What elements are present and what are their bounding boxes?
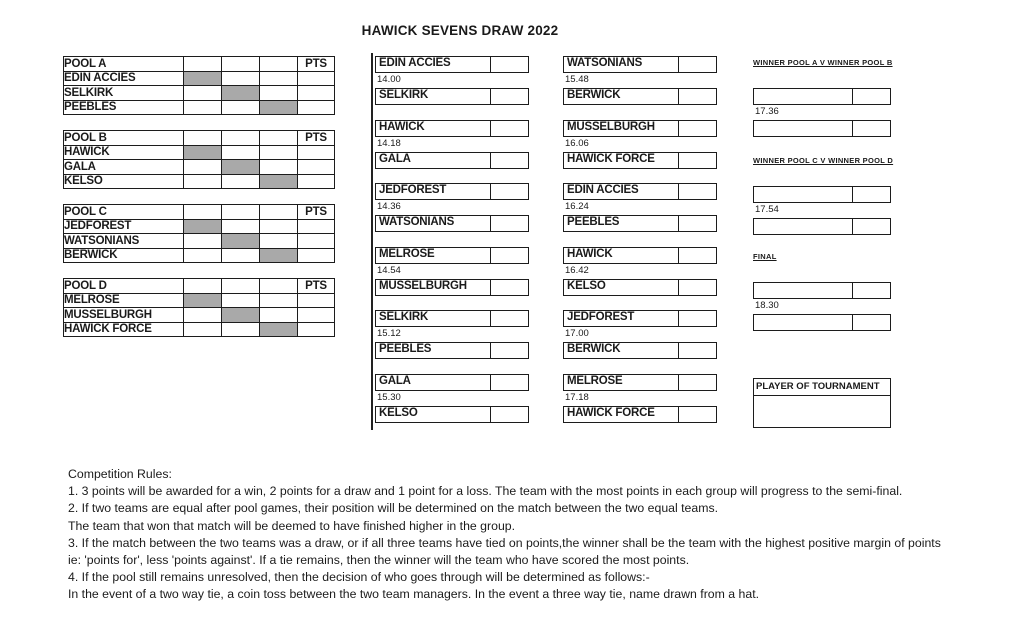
self-match-cell — [222, 160, 260, 175]
home-team: EDIN ACCIES — [376, 57, 491, 72]
kickoff-time: 15.12 — [377, 328, 401, 339]
home-team: EDIN ACCIES — [564, 184, 679, 199]
self-match-cell — [222, 234, 260, 249]
rule-line: In the event of a two way tie, a coin toss between the two team managers. In the event a three way tie, name drawn from a hat. — [68, 587, 760, 602]
match-column-header-cell — [222, 57, 260, 72]
team-name-cell: PEEBLES — [64, 100, 184, 115]
self-match-cell — [222, 86, 260, 101]
match-result-cell — [184, 100, 222, 115]
self-match-cell — [260, 100, 298, 115]
pool-team-row — [64, 100, 335, 115]
score-cell — [853, 219, 890, 234]
score-cell — [491, 280, 528, 295]
score-cell — [491, 375, 528, 390]
match-result-cell — [260, 234, 298, 249]
score-cell — [491, 311, 528, 326]
away-team: MUSSELBURGH — [376, 280, 491, 295]
kickoff-time: 17.54 — [755, 204, 779, 215]
fixture-box — [563, 152, 717, 169]
score-cell — [491, 89, 528, 104]
score-cell — [679, 311, 716, 326]
home-team: JEDFOREST — [564, 311, 679, 326]
team-name-cell: KELSO — [64, 174, 184, 189]
column-divider-line — [371, 53, 373, 430]
pool-team-row — [64, 71, 335, 86]
kickoff-time: 14.18 — [377, 137, 401, 149]
pool-team-row — [64, 308, 335, 323]
pool-header-row — [64, 279, 335, 294]
knockout-team-slot — [754, 219, 853, 234]
pts-value-cell — [298, 293, 335, 308]
pts-value-cell — [298, 160, 335, 175]
fixture — [375, 310, 529, 359]
fixture-box — [753, 282, 891, 299]
match-result-cell — [222, 145, 260, 160]
pool-team-row — [64, 322, 335, 337]
semi-final-heading: WINNER POOL A V WINNER POOL B — [753, 58, 893, 67]
fixture-box — [563, 247, 717, 264]
team-name-cell: WATSONIANS — [64, 234, 184, 249]
fixture — [375, 56, 529, 105]
fixture-box — [375, 215, 529, 232]
match-result-cell — [184, 174, 222, 189]
away-team: HAWICK FORCE — [564, 407, 679, 422]
fixture-box — [563, 342, 717, 359]
self-match-cell — [184, 145, 222, 160]
pools — [63, 56, 335, 352]
match-result-cell — [222, 71, 260, 86]
match-result-cell — [260, 145, 298, 160]
kickoff-time: 16.06 — [565, 137, 589, 149]
team-name-cell: GALA — [64, 160, 184, 175]
pts-value-cell — [298, 145, 335, 160]
match-column-header-cell — [260, 57, 298, 72]
score-cell — [853, 315, 890, 330]
semi-final-block — [753, 58, 891, 137]
pool-team-row — [64, 145, 335, 160]
score-cell — [853, 89, 890, 104]
fixture-box — [375, 120, 529, 137]
fixture-box — [753, 186, 891, 203]
match-result-cell — [184, 234, 222, 249]
kickoff-time: 14.36 — [377, 201, 401, 212]
pool-table — [63, 56, 335, 115]
pool-table — [63, 278, 335, 337]
home-team: HAWICK — [564, 248, 679, 263]
fixture-box — [563, 183, 717, 200]
pool-team-row — [64, 219, 335, 234]
score-cell — [679, 184, 716, 199]
home-team: GALA — [376, 375, 491, 390]
knockout-team-slot — [754, 187, 853, 202]
kickoff-time: 17.36 — [755, 106, 779, 117]
rule-line: The team that won that match will be deemed to have finished higher in the group. — [68, 518, 516, 533]
match-result-cell — [184, 86, 222, 101]
knockout-team-slot — [754, 315, 853, 330]
team-name-cell: HAWICK — [64, 145, 184, 160]
pts-column-header: PTS — [298, 205, 335, 220]
rule-line: 2. If two teams are equal after pool games, their position will be determined on the match between the two equal teams. — [68, 501, 719, 516]
pts-value-cell — [298, 322, 335, 337]
fixture — [375, 247, 529, 296]
score-cell — [679, 343, 716, 358]
match-result-cell — [222, 174, 260, 189]
fixture — [375, 374, 529, 423]
pool-table — [63, 130, 335, 189]
semi-final-heading: WINNER POOL C V WINNER POOL D — [753, 156, 894, 165]
fixture — [375, 120, 529, 169]
pool-label: POOL D — [64, 279, 184, 294]
fixture — [563, 56, 717, 105]
pts-value-cell — [298, 308, 335, 323]
fixture-box — [563, 374, 717, 391]
match-result-cell — [260, 86, 298, 101]
team-name-cell: JEDFOREST — [64, 219, 184, 234]
rules-heading: Competition Rules: — [68, 467, 172, 481]
away-team: WATSONIANS — [376, 216, 491, 231]
away-team: BERWICK — [564, 89, 679, 104]
score-cell — [679, 375, 716, 390]
pool-team-row — [64, 86, 335, 101]
fixture-box — [753, 218, 891, 235]
pts-value-cell — [298, 100, 335, 115]
pts-column-header: PTS — [298, 131, 335, 146]
knockout-team-slot — [754, 121, 853, 136]
away-team: SELKIRK — [376, 89, 491, 104]
match-result-cell — [184, 322, 222, 337]
score-cell — [853, 283, 890, 298]
score-cell — [679, 57, 716, 72]
final-block — [753, 252, 891, 331]
match-result-cell — [260, 160, 298, 175]
score-cell — [679, 248, 716, 263]
kickoff-time: 15.48 — [565, 74, 589, 85]
away-team: PEEBLES — [376, 343, 491, 358]
kickoff-time: 17.00 — [565, 328, 589, 339]
fixture-box — [563, 88, 717, 105]
match-column-header-cell — [260, 205, 298, 220]
fixture — [563, 183, 717, 232]
score-cell — [491, 57, 528, 72]
match-result-cell — [222, 293, 260, 308]
pts-value-cell — [298, 71, 335, 86]
pts-value-cell — [298, 86, 335, 101]
fixture-box — [375, 342, 529, 359]
pts-value-cell — [298, 174, 335, 189]
knockout-team-slot — [754, 283, 853, 298]
kickoff-time: 18.30 — [755, 300, 779, 311]
pts-value-cell — [298, 219, 335, 234]
fixture-box — [375, 279, 529, 296]
rule-line: ie: 'points for', less 'points against'. If a tie remains, then the winner will the team who have scored the most points. — [68, 553, 690, 568]
home-team: SELKIRK — [376, 311, 491, 326]
match-column-header-cell — [184, 57, 222, 72]
away-team: HAWICK FORCE — [564, 153, 679, 168]
fixture-box — [375, 183, 529, 200]
match-result-cell — [260, 219, 298, 234]
score-cell — [491, 153, 528, 168]
score-cell — [679, 407, 716, 422]
self-match-cell — [260, 248, 298, 263]
match-column-header-cell — [184, 131, 222, 146]
score-cell — [679, 153, 716, 168]
fixture-box — [563, 215, 717, 232]
fixture-box — [753, 314, 891, 331]
match-column-header-cell — [184, 205, 222, 220]
fixture — [563, 120, 717, 169]
pool-label: POOL A — [64, 57, 184, 72]
player-of-tournament-label: PLAYER OF TOURNAMENT — [754, 379, 890, 396]
kickoff-time: 16.42 — [565, 264, 589, 276]
home-team: HAWICK — [376, 121, 491, 136]
score-cell — [853, 187, 890, 202]
score-cell — [679, 280, 716, 295]
fixture-box — [375, 374, 529, 391]
away-team: KELSO — [564, 280, 679, 295]
score-cell — [491, 248, 528, 263]
match-result-cell — [184, 308, 222, 323]
pool-table — [63, 204, 335, 263]
fixture — [375, 183, 529, 232]
rule-line: 4. If the pool still remains unresolved, then the decision of who goes through will be determined as follows:- — [68, 570, 650, 585]
match-result-cell — [222, 219, 260, 234]
fixtures-column-1 — [375, 56, 529, 437]
match-result-cell — [222, 322, 260, 337]
away-team: BERWICK — [564, 343, 679, 358]
fixture-box — [753, 88, 891, 105]
fixture — [563, 310, 717, 359]
team-name-cell: EDIN ACCIES — [64, 71, 184, 86]
pool-header-row — [64, 57, 335, 72]
home-team: JEDFOREST — [376, 184, 491, 199]
fixtures-column-2 — [563, 56, 717, 437]
fixture-box — [375, 88, 529, 105]
team-name-cell: SELKIRK — [64, 86, 184, 101]
match-result-cell — [260, 308, 298, 323]
pool-team-row — [64, 234, 335, 249]
fixture-box — [375, 247, 529, 264]
self-match-cell — [260, 174, 298, 189]
score-cell — [491, 121, 528, 136]
kickoff-time: 14.00 — [377, 74, 401, 85]
away-team: PEEBLES — [564, 216, 679, 231]
self-match-cell — [184, 293, 222, 308]
pool-team-row — [64, 248, 335, 263]
match-column-header-cell — [260, 279, 298, 294]
kickoff-time: 14.54 — [377, 264, 401, 276]
score-cell — [679, 216, 716, 231]
self-match-cell — [222, 308, 260, 323]
fixture-box — [563, 406, 717, 423]
player-of-tournament-box — [753, 378, 891, 428]
fixture-box — [563, 279, 717, 296]
fixture-box — [563, 120, 717, 137]
match-column-header-cell — [260, 131, 298, 146]
rule-line: 1. 3 points will be awarded for a win, 2 points for a draw and 1 point for a loss. The team with the most points in each group will progress to the semi-final. — [68, 484, 903, 499]
pts-column-header: PTS — [298, 57, 335, 72]
fixture-box — [753, 120, 891, 137]
pool-team-row — [64, 160, 335, 175]
match-result-cell — [222, 248, 260, 263]
kickoff-time: 15.30 — [377, 391, 401, 403]
pts-value-cell — [298, 234, 335, 249]
home-team: MELROSE — [376, 248, 491, 263]
match-result-cell — [222, 100, 260, 115]
pool-header-row — [64, 131, 335, 146]
fixture-box — [563, 310, 717, 327]
match-column-header-cell — [222, 279, 260, 294]
pool-team-row — [64, 293, 335, 308]
pool-label: POOL B — [64, 131, 184, 146]
away-team: GALA — [376, 153, 491, 168]
final-heading: FINAL — [753, 252, 777, 261]
match-column-header-cell — [184, 279, 222, 294]
team-name-cell: MUSSELBURGH — [64, 308, 184, 323]
team-name-cell: HAWICK FORCE — [64, 322, 184, 337]
pts-value-cell — [298, 248, 335, 263]
score-cell — [679, 121, 716, 136]
fixture — [563, 374, 717, 423]
fixture-box — [375, 56, 529, 73]
home-team: WATSONIANS — [564, 57, 679, 72]
team-name-cell: BERWICK — [64, 248, 184, 263]
pool-label: POOL C — [64, 205, 184, 220]
competition-rules — [68, 466, 941, 604]
pts-column-header: PTS — [298, 279, 335, 294]
self-match-cell — [260, 322, 298, 337]
pool-team-row — [64, 174, 335, 189]
fixture-box — [375, 152, 529, 169]
home-team: MUSSELBURGH — [564, 121, 679, 136]
kickoff-time: 17.18 — [565, 391, 589, 403]
fixture — [563, 247, 717, 296]
team-name-cell: MELROSE — [64, 293, 184, 308]
score-cell — [491, 184, 528, 199]
score-cell — [853, 121, 890, 136]
fixture-box — [375, 406, 529, 423]
fixture-box — [563, 56, 717, 73]
rule-line: 3. If the match between the two teams was a draw, or if all three teams have tied on points,the winner shall be the team with the highest positive margin of points — [68, 535, 941, 550]
home-team: MELROSE — [564, 375, 679, 390]
match-result-cell — [260, 71, 298, 86]
away-team: KELSO — [376, 407, 491, 422]
pool-header-row — [64, 205, 335, 220]
self-match-cell — [184, 71, 222, 86]
kickoff-time: 16.24 — [565, 201, 589, 212]
self-match-cell — [184, 219, 222, 234]
score-cell — [491, 216, 528, 231]
fixture-box — [375, 310, 529, 327]
match-result-cell — [184, 248, 222, 263]
match-column-header-cell — [222, 131, 260, 146]
score-cell — [491, 407, 528, 422]
score-cell — [491, 343, 528, 358]
page-title: HAWICK SEVENS DRAW 2022 — [361, 23, 559, 38]
match-column-header-cell — [222, 205, 260, 220]
semi-final-block — [753, 156, 894, 235]
knockout-team-slot — [754, 89, 853, 104]
match-result-cell — [260, 293, 298, 308]
score-cell — [679, 89, 716, 104]
match-result-cell — [184, 160, 222, 175]
